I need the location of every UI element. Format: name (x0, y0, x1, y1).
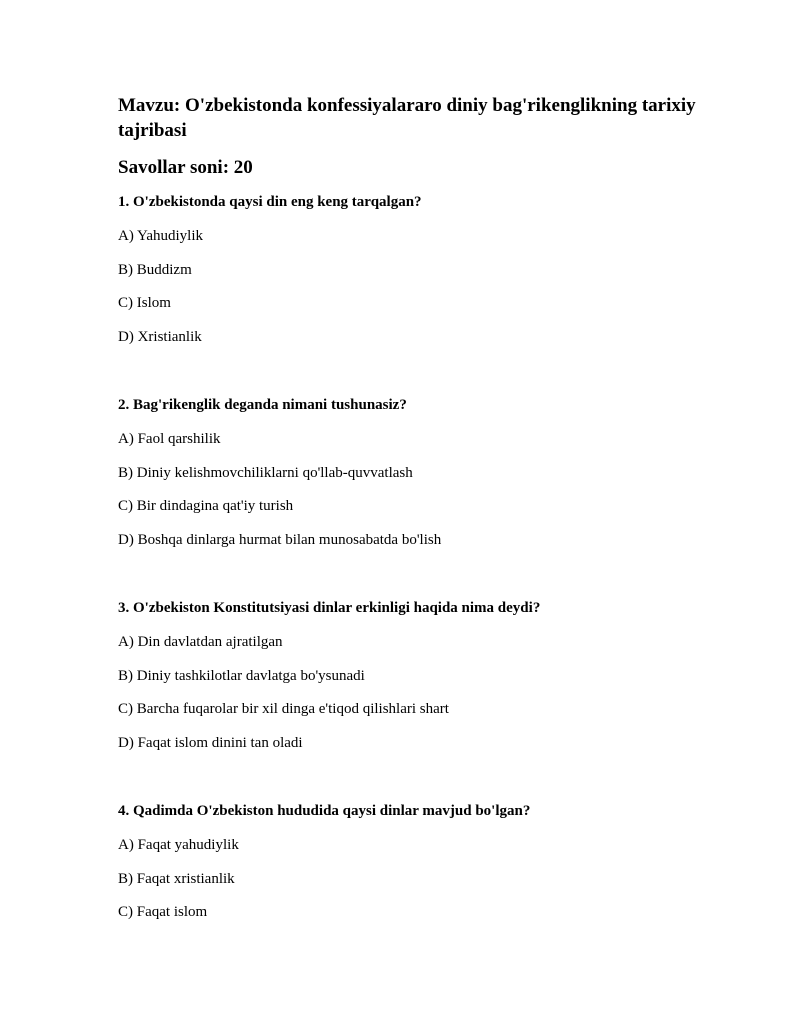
question-text: 2. Bag'rikenglik deganda nimani tushunasiz? (118, 397, 407, 413)
question-text: 1. O'zbekistonda qaysi din eng keng tarqalgan? (118, 194, 422, 210)
answer-option-d: D) Faqat islom dinini tan oladi (118, 735, 303, 752)
answer-option-b: B) Faqat xristianlik (118, 870, 235, 887)
answer-option-a: A) Yahudiylik (118, 227, 204, 244)
answer-option-c: C) Bir dindagina qat'iy turish (118, 498, 294, 515)
question-4 (118, 801, 758, 922)
question-1 (118, 192, 758, 347)
question-text: 4. Qadimda O'zbekiston hududida qaysi dinlar mavjud bo'lgan? (118, 803, 531, 819)
answer-option-c: C) Faqat islom (118, 904, 208, 921)
answer-option-d: D) Xristianlik (118, 329, 202, 346)
question-3 (118, 598, 758, 753)
answer-option-d: D) Boshqa dinlarga hurmat bilan munosabatda bo'lish (118, 532, 442, 549)
question-count: Savollar soni: 20 (118, 157, 253, 178)
document-title: Mavzu: O'zbekistonda konfessiyalararo diniy bag'rikenglikning tarixiy tajribasi (118, 95, 696, 141)
answer-option-a: A) Din davlatdan ajratilgan (118, 633, 283, 650)
answer-option-c: C) Islom (118, 295, 171, 312)
question-2 (118, 395, 758, 550)
answer-option-c: C) Barcha fuqarolar bir xil dinga e'tiqod qilishlari shart (118, 701, 449, 718)
answer-option-a: A) Faol qarshilik (118, 430, 221, 447)
question-text: 3. O'zbekiston Konstitutsiyasi dinlar erkinligi haqida nima deydi? (118, 600, 541, 616)
answer-option-b: B) Diniy kelishmovchiliklarni qo'llab-quvvatlash (118, 464, 413, 481)
answer-option-b: B) Buddizm (118, 261, 192, 278)
answer-option-a: A) Faqat yahudiylik (118, 836, 239, 853)
answer-option-b: B) Diniy tashkilotlar davlatga bo'ysunadi (118, 667, 365, 684)
